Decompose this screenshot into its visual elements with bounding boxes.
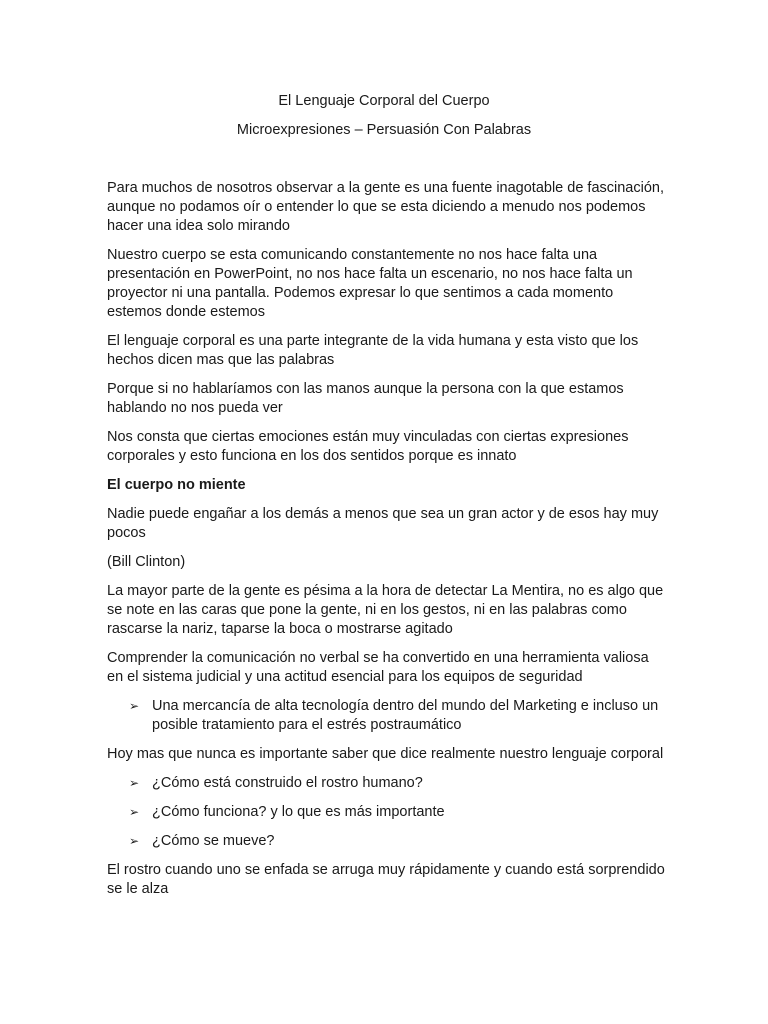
list-item [107,832,667,851]
paragraph: El rostro cuando uno se enfada se arruga muy rápidamente y cuando está sorprendido se le alza [107,862,665,897]
paragraph: Nuestro cuerpo se esta comunicando constantemente no nos hace falta una presentación en PowerPoint, no nos hace falta un escenario, no nos hace falta un proyector ni una pantalla. Podemos expresar lo que sentimos a cada momento estemos donde estemos [107,247,633,320]
paragraph: Hoy mas que nunca es importante saber que dice realmente nuestro lenguaje corporal [107,746,664,762]
list-item-text: ¿Cómo se mueve? [152,833,275,849]
list-item [107,774,667,793]
bullet-list [107,774,667,851]
section-heading: El cuerpo no miente [107,477,246,493]
paragraph: Porque si no hablaríamos con las manos aunque la persona con la que estamos hablando no nos pueda ver [107,381,624,416]
list-item [107,803,667,822]
arrow-bullet-icon: ➢ [129,776,140,790]
list-item-text: ¿Cómo está construido el rostro humano? [152,775,423,791]
document-title: El Lenguaje Corporal del Cuerpo [278,93,490,109]
document-subtitle: Microexpresiones – Persuasión Con Palabras [236,122,532,138]
bullet-list [107,697,667,735]
list-item-text: ¿Cómo funciona? y lo que es más importante [152,804,445,820]
paragraph: Comprender la comunicación no verbal se ha convertido en una herramienta valiosa en el sistema judicial y una actitud esencial para los equipos de seguridad [107,650,649,685]
paragraph: Nos consta que ciertas emociones están muy vinculadas con ciertas expresiones corporales y esto funciona en los dos sentidos porque es innato [107,429,629,464]
arrow-bullet-icon: ➢ [129,805,140,819]
paragraph: Nadie puede engañar a los demás a menos que sea un gran actor y de esos hay muy pocos [107,506,659,541]
document-body [107,179,667,909]
list-item-text: Una mercancía de alta tecnología dentro del mundo del Marketing e incluso un posible tratamiento para el estrés postraumático [152,698,659,733]
arrow-bullet-icon: ➢ [129,699,140,713]
list-item [107,697,667,735]
quote-attribution: (Bill Clinton) [107,554,186,570]
paragraph: El lenguaje corporal es una parte integrante de la vida humana y esta visto que los hechos dicen mas que las palabras [107,333,639,368]
paragraph: La mayor parte de la gente es pésima a la hora de detectar La Mentira, no es algo que se note en las caras que pone la gente, ni en los gestos, ni en las palabras como rascarse la nariz, taparse la boca o mostrarse agitado [107,583,664,637]
arrow-bullet-icon: ➢ [129,834,140,848]
paragraph: Para muchos de nosotros observar a la gente es una fuente inagotable de fascinación, aunque no podamos oír o entender lo que se esta diciendo a menudo nos podemos hacer una idea solo mirando [107,180,665,234]
